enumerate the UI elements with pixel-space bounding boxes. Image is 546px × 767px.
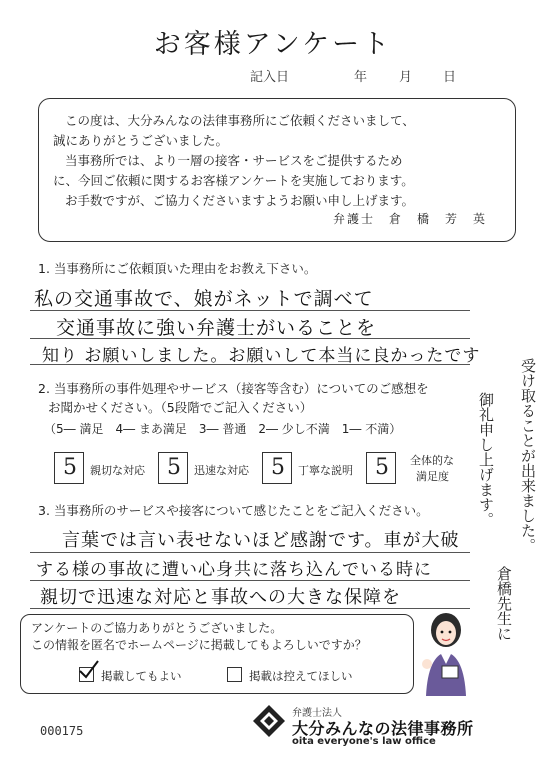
handwritten-answer: 私の交通事故で、娘がネットで調べて [34,288,374,310]
handwritten-answer: 親切で迅速な対応と事故への大きな保障を [40,587,401,608]
margin-note: 倉橋先生に [495,566,513,641]
handwritten-answer: 交通事故に強い弁護士がいることを [56,317,377,339]
rating-box-explanation[interactable] [262,452,292,484]
question-2-sub: お聞かせください。（5段階でご記入ください） [48,400,313,415]
intro-box [38,98,516,242]
rating-label: 迅速な対応 [194,464,249,477]
consent-text: アンケートのご協力ありがとうございました。 [31,621,283,635]
margin-note: 受け取ることが出来ました。 [519,358,537,553]
consent-yes-checkbox[interactable] [79,667,94,682]
handwritten-answer: 言葉では言い表せないほど感謝です。車が大破 [62,530,460,551]
date-year: 年 [354,70,368,85]
consent-box [20,614,414,694]
answer-line [30,552,470,553]
intro-line: 誠にありがとうございました。 [53,133,229,148]
rating-label: 満足度 [416,470,449,483]
firm-name: 大分みんなの法律事務所 [292,719,474,738]
rating-box-speed[interactable] [158,452,188,484]
rating-label: 丁寧な説明 [298,464,353,477]
answer-line [30,580,470,581]
consent-yes-label: 掲載してもよい [101,669,182,683]
page-title: お客様アンケート [153,29,393,60]
rating-label: 全体的な [410,454,454,467]
consent-text: この情報を匿名でホームページに掲載してもよろしいですか？ [31,638,367,652]
serial-number: 000175 [40,724,84,738]
rating-value: 5 [63,455,77,480]
date-day: 日 [443,70,457,85]
intro-line: この度は、大分みんなの法律事務所にご依頼くださいまして、 [65,113,415,128]
date-row [250,66,490,86]
question-2: 2. 当事務所の事件処理やサービス（接客等含む）についてのご感想を [38,381,429,396]
firm-name-english: oita everyone's law office [292,736,436,747]
check-mark-icon [78,660,100,680]
rating-scale: （5― 満足 4― まあ満足 3― 普通 2― 少し不満 1― 不満） [44,422,402,436]
firm-logo-icon [252,704,286,738]
intro-line: 当事務所では、より一層の接客・サービスをご提供するため [65,153,403,168]
signature: 弁護士 倉 橋 芳 英 [332,212,487,226]
consent-no-checkbox[interactable] [227,667,242,682]
rating-box-kind[interactable] [54,452,84,484]
rating-value: 5 [271,455,285,480]
rating-label: 親切な対応 [90,464,145,477]
staff-illustration [418,608,474,698]
firm-type: 弁護士法人 [292,708,342,719]
handwritten-answer: 知り お願いしました。お願いして本当に良かったです [42,346,481,366]
intro-line: に、今回ご依頼に関するお客様アンケートを実施しております。 [53,173,414,188]
question-1: 1. 当事務所にご依頼頂いた理由をお教え下さい。 [38,261,317,276]
consent-no-label: 掲載は控えてほしい [249,669,353,683]
question-3: 3. 当事務所のサービスや接客について感じたことをご記入ください。 [38,503,429,518]
rating-value: 5 [167,455,181,480]
margin-note: 御礼申し上げます。 [477,392,495,527]
rating-value: 5 [375,455,389,480]
handwritten-answer: する様の事故に遭い心身共に落ち込んでいる時に [36,560,432,580]
date-month: 月 [399,70,413,85]
rating-box-overall[interactable] [366,452,396,484]
date-label: 記入日 [250,70,290,85]
intro-line: お手数ですが、ご協力くださいますようお願い申し上げます。 [65,193,415,208]
